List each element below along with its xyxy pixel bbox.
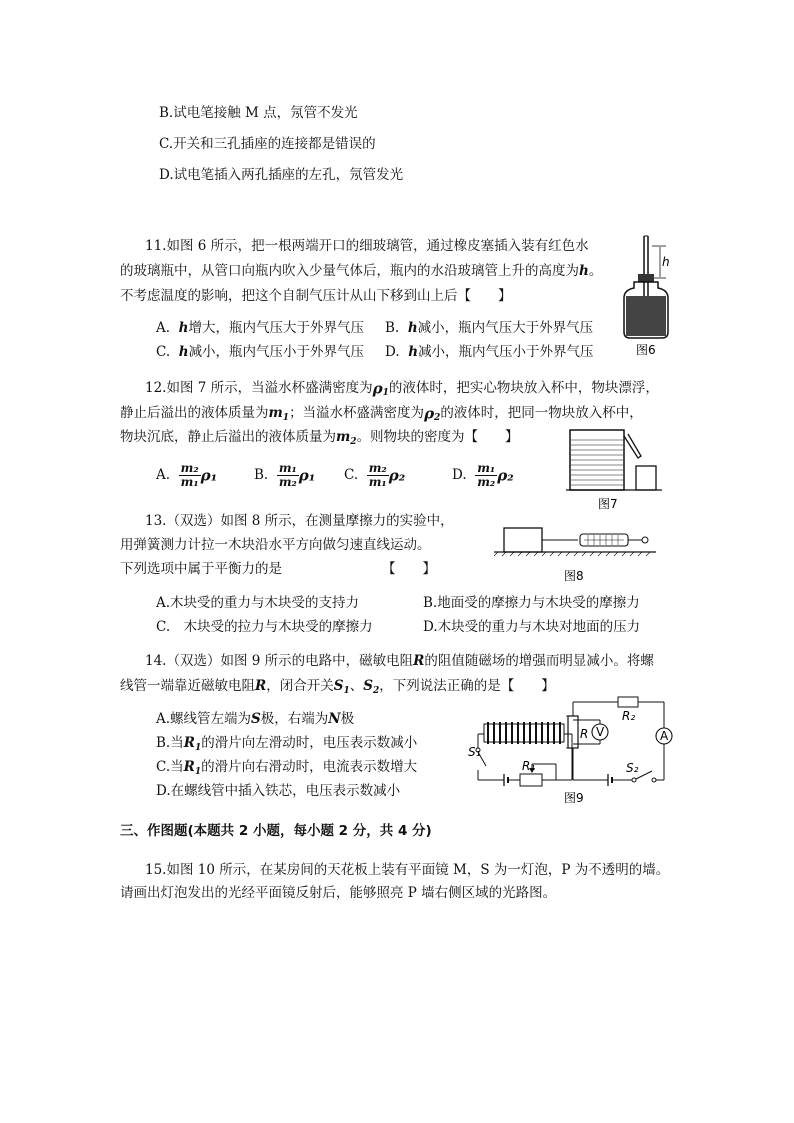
switch-s2 <box>632 778 636 782</box>
q14-option-a: A.螺线管左端为S极，右端为N极 <box>156 711 355 727</box>
fig7-caption: 图7 <box>598 497 618 511</box>
q13-answer-bracket: 【 】 <box>382 561 436 577</box>
q12-option-d: D. $\frac{\text{m₁}}{\text{m₂}}$ ρ₂ <box>452 461 514 489</box>
figure-6 <box>622 234 682 358</box>
q14-line2: 线管一端靠近磁敏电阻R，闭合开关$S_1$、$S_2$，下列说法正确的是【 】 <box>120 678 555 696</box>
q12-line1: 12.如图 7 所示，当溢水杯盛满密度为$\rho_1$的液体时，把实心物块放入杯中，物块漂浮， <box>145 379 659 398</box>
q13-line3: 下列选项中属于平衡力的是 <box>120 561 282 577</box>
q14-option-b: B.当$R_1$的滑片向左滑动时，电压表示数减小 <box>156 735 418 753</box>
figure-8 <box>490 518 660 588</box>
q14-line1: 14.（双选）如图 9 所示的电路中，磁敏电阻R的阻值随磁场的增强而明显减小。将螺 <box>145 653 654 669</box>
q15-line1: 15.如图 10 所示，在某房间的天花板上装有平面镜 M，S 为一灯泡，P 为不透明的墙。 <box>145 862 670 878</box>
q15-line2: 请画出灯泡发出的光经平面镜反射后，能够照亮 P 墙右侧区域的光路图。 <box>120 885 557 901</box>
fig9-s1-label: S₁ <box>468 745 481 759</box>
q12-option-b: B. $\frac{\text{m₁}}{\text{m₂}}$ ρ₁ <box>254 461 316 489</box>
q13-option-a: A.木块受的重力与木块受的支持力 <box>156 595 360 611</box>
fig8-caption: 图8 <box>564 569 584 583</box>
q11-option-d: D. h减小，瓶内气压小于外界气压 <box>385 344 594 360</box>
fig9-v-label: V <box>596 725 605 739</box>
resistor-r2 <box>618 697 638 707</box>
figure-9 <box>466 694 698 806</box>
small-beaker <box>636 466 656 490</box>
q12-line2: 静止后溢出的液体质量为$m_1$；当溢水杯盛满密度为$\rho_2$的液体时，把同一物块放入杯中， <box>120 404 643 423</box>
section-title: 三、作图题(本题共 2 小题，每小题 2 分，共 4 分) <box>120 823 432 839</box>
rubber-stopper <box>638 274 654 282</box>
rheostat-r1 <box>520 774 542 786</box>
fig9-caption: 图9 <box>564 791 584 805</box>
spring-scale <box>580 534 648 546</box>
q13-option-d: D.木块受的重力与木块对地面的压力 <box>423 619 641 635</box>
q13-line1: 13.（双选）如图 8 所示，在测量摩擦力的实验中， <box>145 513 454 529</box>
q13-option-c: C. 木块受的拉力与木块受的摩擦力 <box>156 619 373 635</box>
q13-option-b: B.地面受的摩擦力与木块受的摩擦力 <box>423 595 640 611</box>
figure-7 <box>566 426 666 512</box>
liquid-hatching <box>571 440 623 485</box>
fig9-s2-label: S₂ <box>626 761 639 775</box>
wooden-block <box>504 528 542 552</box>
fig9-a-label: A <box>660 729 669 743</box>
q14-option-d: D.在螺线管中插入铁芯，电压表示数减小 <box>156 783 401 799</box>
q11-option-b: B. h减小，瓶内气压大于外界气压 <box>385 320 594 336</box>
fig9-r1-label: R₁ <box>522 759 536 773</box>
fig9-r2-label: R₂ <box>622 709 636 723</box>
q12-option-a: A. $\frac{\text{m₂}}{\text{m₁}}$ ρ₁ <box>156 461 218 489</box>
spout <box>624 434 641 458</box>
magnetoresistor-r <box>568 716 578 748</box>
red-water <box>626 296 666 336</box>
q11-option-c: C. h减小，瓶内气压小于外界气压 <box>156 344 365 360</box>
q10-option-c: C.开关和三孔插座的连接都是错误的 <box>159 136 376 152</box>
q14-option-c: C.当$R_1$的滑片向右滑动时，电流表示数增大 <box>156 759 418 777</box>
q11-line2: 的玻璃瓶中，从管口向瓶内吹入少量气体后，瓶内的水沿玻璃管上升的高度为h。 <box>120 263 603 279</box>
q12-option-c: C. $\frac{\text{m₂}}{\text{m₁}}$ ρ₂ <box>344 461 406 489</box>
q11-line1: 11.如图 6 所示，把一根两端开口的细玻璃管，通过橡皮塞插入装有红色水 <box>145 238 589 254</box>
fig6-h-label: h <box>662 255 670 269</box>
q10-option-d: D.试电笔插入两孔插座的左孔，氖管发光 <box>159 167 404 183</box>
q11-option-a: A. h增大，瓶内气压大于外界气压 <box>156 320 364 336</box>
solenoid <box>484 722 564 744</box>
fig9-r-label: R <box>580 727 589 741</box>
fig6-caption: 图6 <box>636 343 656 357</box>
q12-line3: 物块沉底，静止后溢出的液体质量为$m_2$。则物块的密度为【 】 <box>120 429 519 447</box>
q13-line2: 用弹簧测力计拉一木块沿水平方向做匀速直线运动。 <box>120 537 431 553</box>
q10-option-b: B.试电笔接触 M 点，氖管不发光 <box>159 105 358 121</box>
q11-line3: 不考虑温度的影响，把这个自制气压计从山下移到山上后【 】 <box>120 288 512 304</box>
